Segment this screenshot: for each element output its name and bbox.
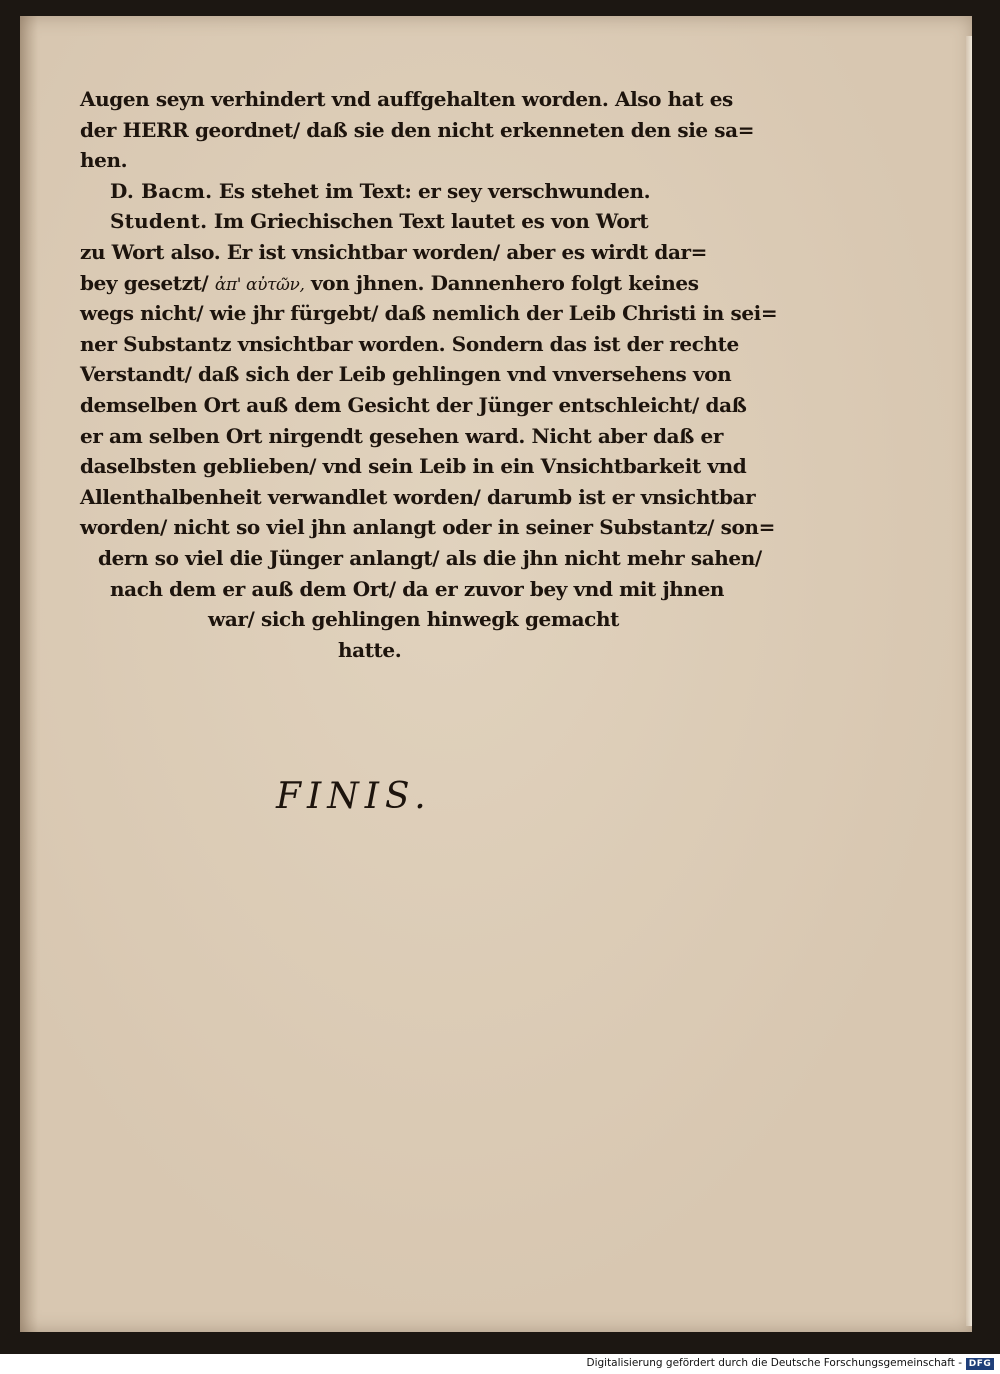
digitization-footer — [0, 1354, 1000, 1374]
dialogue-line — [58, 206, 758, 237]
text-line: war/ sich gehlingen hinwegk gemacht — [208, 607, 619, 632]
text-line: daselbsten geblieben/ vnd sein Leib in ein Vnsichtbarkeit vnd — [80, 454, 747, 479]
line-prefix: bey gesetzt/ — [80, 270, 209, 295]
text-line: hen. — [80, 148, 128, 173]
text-line: dern so viel die Jünger anlangt/ als die jhn nicht mehr sahen/ — [98, 545, 762, 570]
book-page — [20, 16, 972, 1332]
speaker-label: D. Bacm. — [110, 178, 213, 203]
text-line: er am selben Ort nirgendt gesehen ward. Nicht aber daß er — [80, 423, 723, 448]
line-suffix: von jhnen. Dannenhero folgt keines — [311, 270, 699, 295]
text-line: demselben Ort auß dem Gesicht der Jünger entschleicht/ daß — [80, 392, 747, 417]
body-text — [58, 84, 778, 665]
greek-phrase: ἀπ' αὐτῶν, — [214, 274, 305, 295]
page-edge — [966, 36, 972, 1326]
text-line: zu Wort also. Er ist vnsichtbar worden/ aber es wirdt dar= — [80, 239, 708, 264]
text-line: nach dem er auß dem Ort/ da er zuvor bey vnd mit jhnen — [110, 576, 725, 601]
text-line: hatte. — [338, 637, 402, 662]
text-line: Augen seyn verhindert vnd auffgehalten worden. Also hat es — [80, 87, 733, 111]
dfg-logo-icon: DFG — [966, 1358, 994, 1370]
text-line: wegs nicht/ wie jhr fürgebt/ daß nemlich der Leib Christi in sei= — [80, 301, 778, 326]
greek-line — [58, 268, 758, 299]
dialogue-text: Es stehet im Text: er sey verschwunden. — [218, 178, 651, 203]
finis-heading: FINIS. — [276, 776, 432, 817]
dialogue-text: Im Griechischen Text lautet es von Wort — [213, 209, 649, 234]
speaker-label: Student. — [110, 209, 208, 234]
text-line: Allenthalbenheit verwandlet worden/ darumb ist er vnsichtbar — [80, 484, 756, 509]
funding-credit: Digitalisierung gefördert durch die Deutsche Forschungsgemeinschaft - — [586, 1357, 962, 1369]
text-line: der HERR geordnet/ daß sie den nicht erkenneten den sie sa= — [80, 117, 755, 142]
text-line: worden/ nicht so viel jhn anlangt oder in seiner Substantz/ son= — [80, 515, 775, 540]
dialogue-line — [58, 176, 758, 207]
text-line: Verstandt/ daß sich der Leib gehlingen vnd vnversehens von — [80, 362, 732, 387]
text-line: ner Substantz vnsichtbar worden. Sondern das ist der rechte — [80, 331, 739, 356]
